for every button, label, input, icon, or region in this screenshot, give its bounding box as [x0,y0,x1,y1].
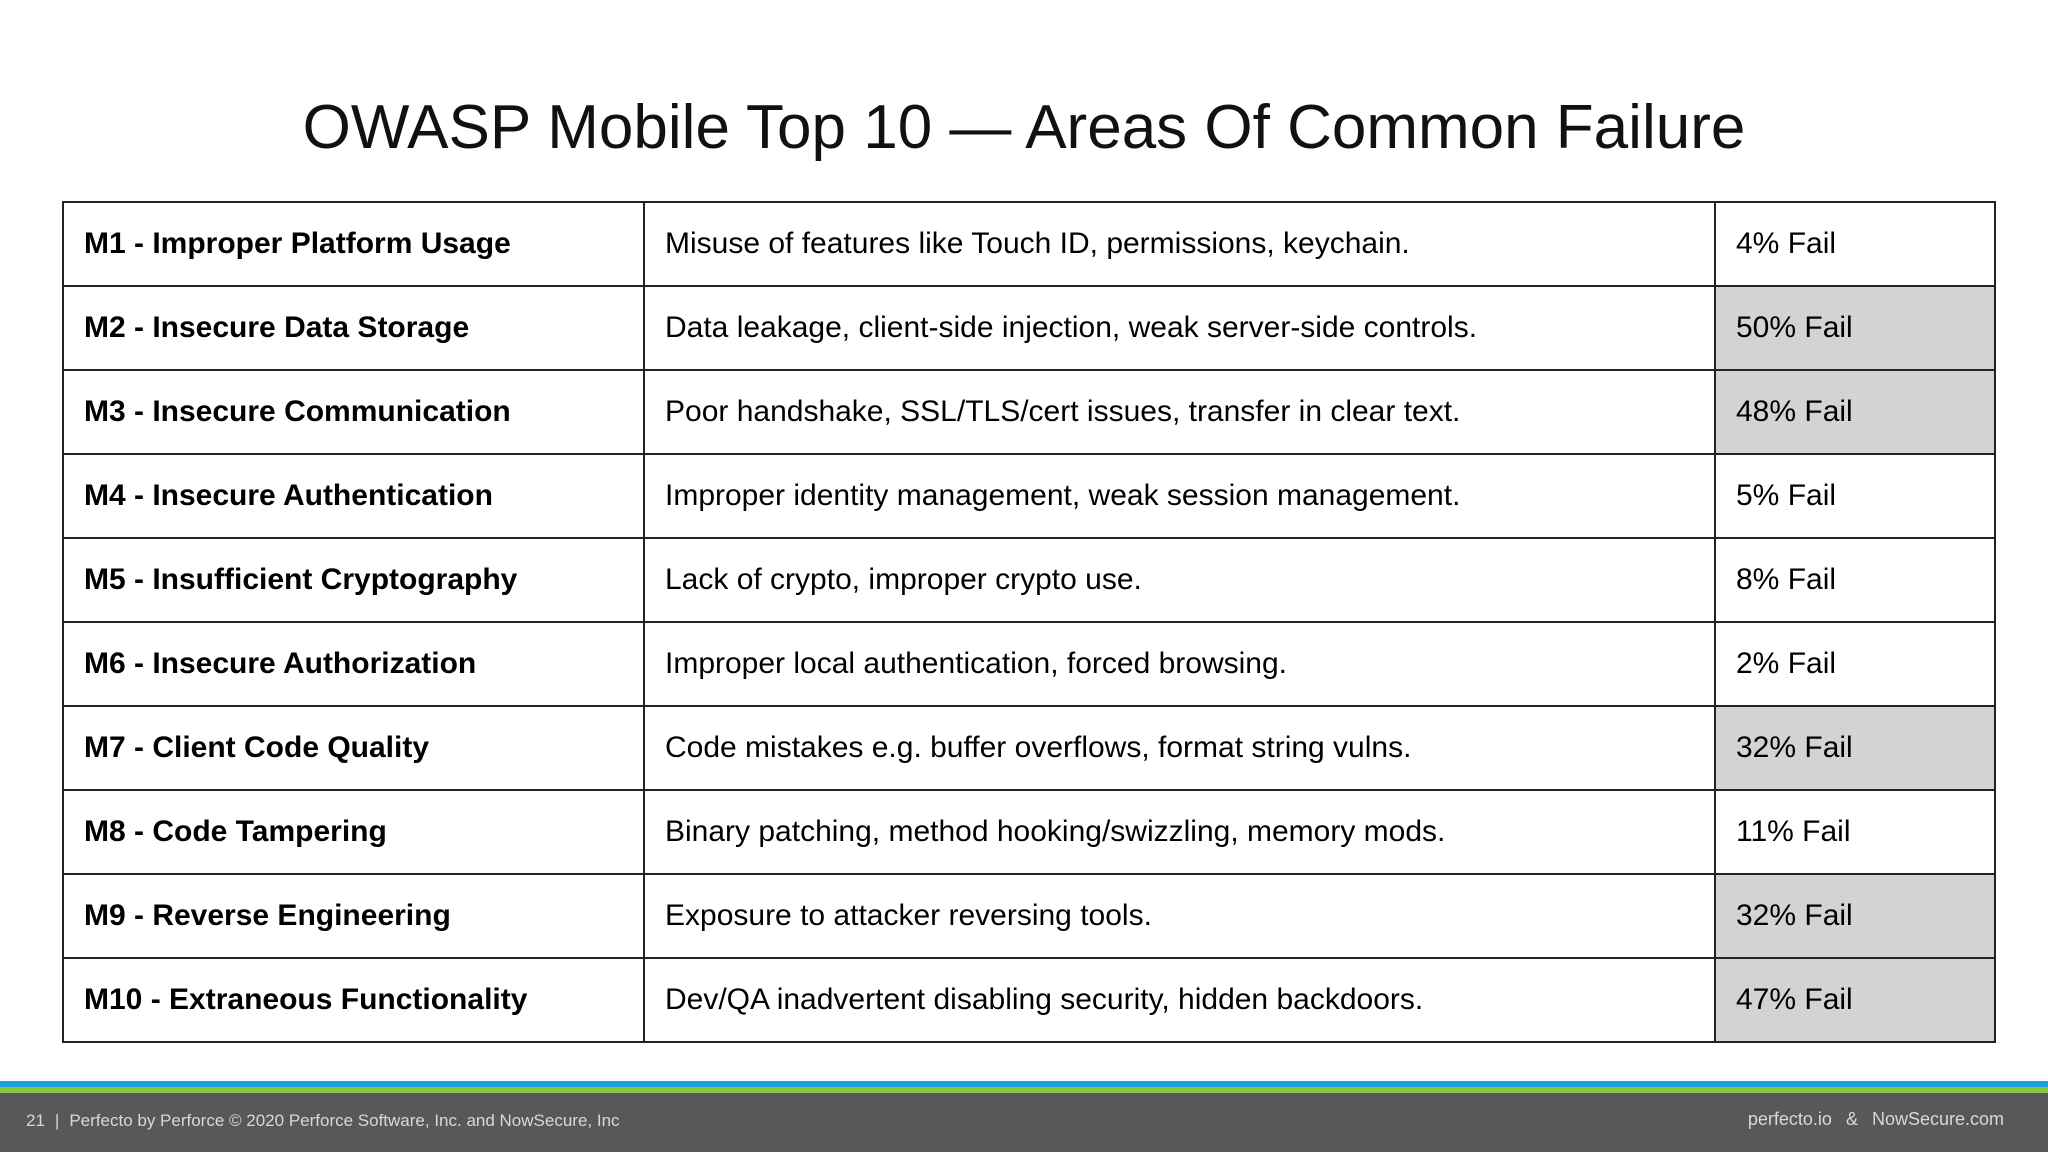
risk-name-cell: M4 - Insecure Authentication [63,454,644,538]
table-body [63,202,1995,1042]
footer-bar [0,1093,2048,1152]
table-row [63,286,1995,370]
footer-ampersand: & [1845,1109,1858,1129]
table-row [63,958,1995,1042]
fail-rate-cell: 32% Fail [1715,706,1995,790]
risk-description-cell: Binary patching, method hooking/swizzling, memory mods. [644,790,1715,874]
perfecto-link[interactable]: perfecto.io [1747,1109,1832,1129]
owasp-top10-table [62,201,1996,1043]
fail-rate-cell: 5% Fail [1715,454,1995,538]
fail-rate-cell: 2% Fail [1715,622,1995,706]
risk-name-cell: M6 - Insecure Authorization [63,622,644,706]
risk-name-cell: M7 - Client Code Quality [63,706,644,790]
risk-description-cell: Code mistakes e.g. buffer overflows, format string vulns. [644,706,1715,790]
risk-name-cell: M5 - Insufficient Cryptography [63,538,644,622]
risk-name-cell: M8 - Code Tampering [63,790,644,874]
fail-rate-cell: 11% Fail [1715,790,1995,874]
fail-rate-cell: 32% Fail [1715,874,1995,958]
risk-name-cell: M10 - Extraneous Functionality [63,958,644,1042]
fail-rate-cell: 47% Fail [1715,958,1995,1042]
risk-description-cell: Improper local authentication, forced browsing. [644,622,1715,706]
risk-description-cell: Misuse of features like Touch ID, permissions, keychain. [644,202,1715,286]
table-row [63,538,1995,622]
table-row [63,622,1995,706]
slide-title: OWASP Mobile Top 10 — Areas Of Common Failure [302,93,1746,162]
table-row [63,370,1995,454]
table-row [63,454,1995,538]
risk-description-cell: Poor handshake, SSL/TLS/cert issues, transfer in clear text. [644,370,1715,454]
footer-left [26,1111,620,1131]
table-row [63,874,1995,958]
risk-description-cell: Data leakage, client-side injection, weak server-side controls. [644,286,1715,370]
footer-separator: | [54,1111,60,1130]
risk-name-cell: M1 - Improper Platform Usage [63,202,644,286]
table-row [63,706,1995,790]
fail-rate-cell: 50% Fail [1715,286,1995,370]
risk-description-cell: Improper identity management, weak session management. [644,454,1715,538]
page-number: 21 [26,1111,45,1130]
fail-rate-cell: 4% Fail [1715,202,1995,286]
risk-name-cell: M9 - Reverse Engineering [63,874,644,958]
table-row [63,202,1995,286]
risk-name-cell: M3 - Insecure Communication [63,370,644,454]
risk-description-cell: Lack of crypto, improper crypto use. [644,538,1715,622]
risk-description-cell: Dev/QA inadvertent disabling security, hidden backdoors. [644,958,1715,1042]
fail-rate-cell: 8% Fail [1715,538,1995,622]
nowsecure-link[interactable]: NowSecure.com [1871,1109,2004,1129]
risk-name-cell: M2 - Insecure Data Storage [63,286,644,370]
risk-description-cell: Exposure to attacker reversing tools. [644,874,1715,958]
footer-copyright: Perfecto by Perforce © 2020 Perforce Software, Inc. and NowSecure, Inc [69,1111,620,1130]
fail-rate-cell: 48% Fail [1715,370,1995,454]
table-row [63,790,1995,874]
footer-right [1748,1109,2004,1130]
